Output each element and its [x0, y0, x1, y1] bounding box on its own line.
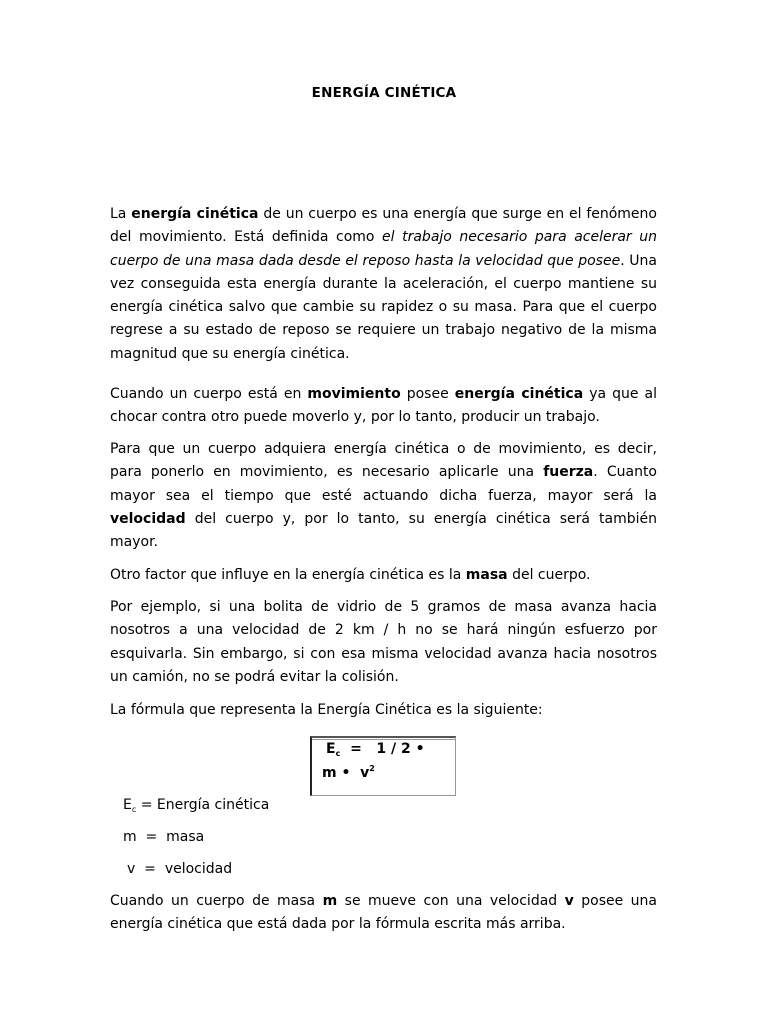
paragraph-definition: [110, 203, 657, 366]
bold-term: v: [564, 893, 574, 909]
definition-symbol: E: [123, 797, 132, 813]
formula-box-border: [312, 739, 455, 740]
text-run: se mueve con una velocidad: [337, 893, 565, 909]
definition-text: = Energía cinética: [136, 797, 270, 813]
formula-mv: m • v: [322, 765, 370, 781]
paragraph-movement: [110, 383, 657, 430]
paragraph-conclusion: [110, 890, 657, 937]
text-run: Por ejemplo, si una bolita de vidrio de 5 gramos de masa avanza hacia nosotros a una velocidad de 2 km / h no se hará ningún esfuerzo por esquivarla. Sin embargo, si con esa misma velocidad avanza hacia nosotros un camión, no se podrá evitar la colisión.: [110, 599, 657, 685]
bold-term: energía cinética: [454, 386, 584, 402]
text-run: ya que al chocar contra otro puede moverlo y, por lo tanto, producir un trabajo.: [110, 386, 658, 426]
text-run: Para que un cuerpo adquiera energía cinética o de movimiento, es decir, para ponerlo en movimiento, es necesario aplicarle una: [110, 441, 657, 481]
text-run: Cuando un cuerpo de masa: [110, 893, 323, 909]
text-run: . Una vez conseguida esta energía durante la aceleración, el cuerpo mantiene su energía cinética salvo que cambie su rapidez o su masa. Para que el cuerpo regrese a su estado de reposo se requiere un trabajo negativo de la misma magnitud que su energía cinética.: [110, 252, 657, 362]
italic-definition: el trabajo necesario para acelerar un cuerpo de una masa dada desde el reposo hasta la velocidad que posee: [110, 229, 657, 269]
definition-subscript: c: [131, 805, 137, 814]
text-run: La fórmula que representa la Energía Cinética es la siguiente:: [110, 702, 543, 718]
formula-line-2: [322, 764, 375, 781]
bold-term: masa: [465, 567, 508, 583]
definition-velocity: v = velocidad: [127, 861, 233, 877]
definition-energy: [123, 797, 269, 814]
paragraph-example: [110, 596, 657, 689]
bold-term: energía cinética: [131, 206, 259, 222]
page-title: ENERGÍA CINÉTICA: [311, 85, 457, 101]
text-run: posee una energía cinética que está dada por la fórmula escrita más arriba.: [110, 893, 658, 933]
paragraph-mass: [110, 564, 657, 587]
paragraph-formula-intro: [110, 699, 657, 722]
text-run: posee: [400, 386, 455, 402]
formula-e: E: [326, 741, 336, 757]
formula-rest: = 1 / 2 •: [340, 741, 425, 757]
bold-term: m: [322, 893, 338, 909]
definition-mass: m = masa: [123, 829, 205, 845]
paragraph-force: [110, 438, 657, 554]
text-run: del cuerpo.: [507, 567, 591, 583]
bold-term: fuerza: [543, 464, 594, 481]
text-run: de un cuerpo es una energía que surge en el fenómeno del movimiento. Está definida como: [110, 206, 657, 246]
formula-superscript: 2: [369, 764, 375, 773]
formula-line-1: [326, 741, 425, 758]
text-run: del cuerpo y, por lo tanto, su energía cinética será también mayor.: [110, 510, 657, 551]
text-run: . Cuanto mayor sea el tiempo que esté actuando dicha fuerza, mayor será la: [110, 464, 657, 504]
formula-subscript: c: [335, 749, 341, 758]
formula-box: [310, 736, 456, 796]
bold-term: movimiento: [307, 386, 401, 402]
text-run: Cuando un cuerpo está en: [110, 386, 308, 402]
text-run: La: [110, 206, 132, 222]
bold-term: velocidad: [110, 510, 186, 527]
text-run: Otro factor que influye en la energía cinética es la: [110, 567, 466, 583]
